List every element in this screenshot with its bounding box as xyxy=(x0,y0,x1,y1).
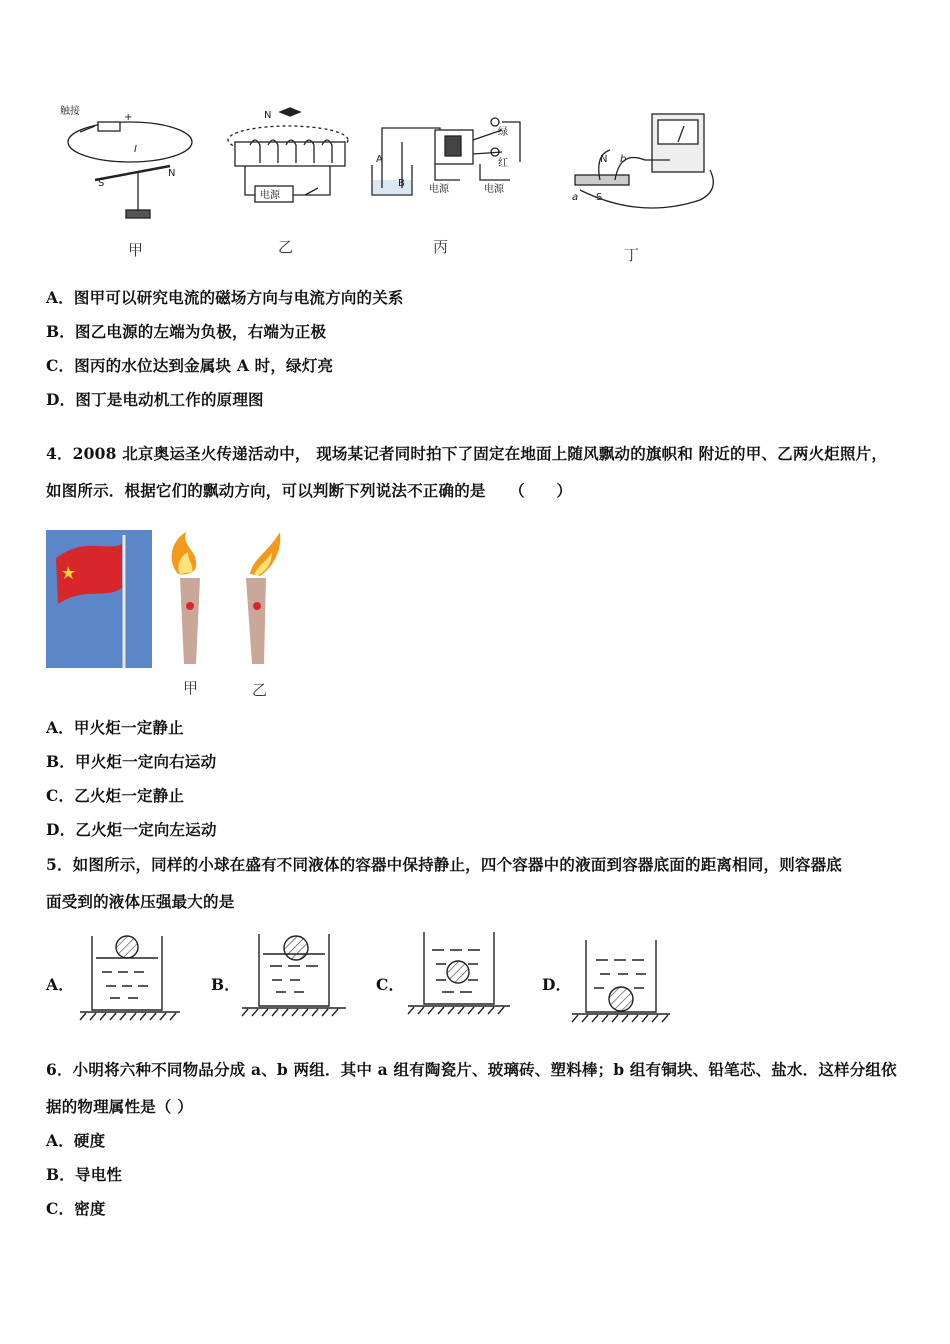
q4-option-c: C．乙火炬一定静止 xyxy=(46,786,185,805)
q3-option-b: B．图乙电源的左端为负极，右端为正极 xyxy=(46,322,327,341)
q4-stem-line1: 4．2008 北京奥运圣火传递活动中， 现场某记者同时拍下了固定在地面上随风飘动的旗帜和 附近的甲、乙两火炬照片， xyxy=(46,444,888,463)
container-b xyxy=(242,934,346,1016)
q6-option-c: C．密度 xyxy=(46,1199,106,1218)
q5-stem-line1: 5．如图所示，同样的小球在盛有不同液体的容器中保持静止，四个容器中的液面到容器底面的距离相同，则容器底 xyxy=(46,855,842,874)
q5-option-a-label: A． xyxy=(46,975,74,994)
figure-label-ding: 丁 xyxy=(624,246,640,264)
q5-option-b-label: B． xyxy=(211,975,241,994)
q3-option-d: D．图丁是电动机工作的原理图 xyxy=(46,390,264,409)
q3-option-c: C．图丙的水位达到金属块 A 时，绿灯亮 xyxy=(46,356,334,375)
label-s-jia: S xyxy=(98,178,105,189)
figure-yi xyxy=(228,108,348,202)
label-n-jia: N xyxy=(168,168,176,179)
label-n-ding: N xyxy=(600,154,608,165)
torch-yi xyxy=(246,532,280,664)
container-d xyxy=(572,940,670,1022)
label-a-bing: A xyxy=(376,154,383,165)
label-green: 绿 xyxy=(498,127,508,138)
q5-option-d-label: D． xyxy=(542,975,572,994)
label-plus: + xyxy=(124,112,133,123)
label-n-yi: N xyxy=(264,110,272,121)
label-power-yi: 电源 xyxy=(260,190,280,201)
label-current: I xyxy=(134,144,137,155)
q6-option-b: B．导电性 xyxy=(46,1165,123,1184)
label-contact: 触接 xyxy=(60,106,80,117)
q4-photos xyxy=(46,530,296,670)
figure-label-bing: 丙 xyxy=(433,238,449,256)
q5-stem-line2: 面受到的液体压强最大的是 xyxy=(46,892,235,911)
q5-option-c-label: C． xyxy=(376,975,405,994)
container-a xyxy=(80,936,180,1020)
q5-containers xyxy=(76,928,676,1026)
container-c xyxy=(408,932,510,1014)
q4-option-a: A．甲火炬一定静止 xyxy=(46,718,184,737)
q4-option-b: B．甲火炬一定向右运动 xyxy=(46,752,217,771)
torch-label-jia: 甲 xyxy=(183,679,199,697)
label-red: 红 xyxy=(498,158,508,169)
label-s-ding: S xyxy=(596,192,603,203)
torch-label-yi: 乙 xyxy=(252,681,268,699)
q6-stem-line1: 6．小明将六种不同物品分成 a、b 两组．其中 a 组有陶瓷片、玻璃砖、塑料棒；b 组有铜块、铅笔芯、盐水．这样分组依 xyxy=(46,1060,897,1079)
figure-label-yi: 乙 xyxy=(278,238,294,256)
figure-label-jia: 甲 xyxy=(128,241,144,259)
label-b-ding: b xyxy=(620,154,627,165)
q4-stem-line2: 如图所示．根据它们的飘动方向，可以判断下列说法不正确的是 （ ） xyxy=(46,481,573,500)
q3-figures xyxy=(40,100,740,275)
label-b-bing: B xyxy=(398,178,405,189)
q3-option-a: A．图甲可以研究电流的磁场方向与电流方向的关系 xyxy=(46,288,404,307)
label-power-bing-2: 电源 xyxy=(484,184,504,195)
torch-jia xyxy=(172,532,200,664)
label-power-bing-1: 电源 xyxy=(429,184,449,195)
q4-option-d: D．乙火炬一定向左运动 xyxy=(46,820,217,839)
q6-stem-line2: 据的物理属性是（ ） xyxy=(46,1097,193,1116)
q6-option-a: A．硬度 xyxy=(46,1131,106,1150)
label-a-ding: a xyxy=(572,192,579,203)
flag-photo xyxy=(46,530,152,668)
